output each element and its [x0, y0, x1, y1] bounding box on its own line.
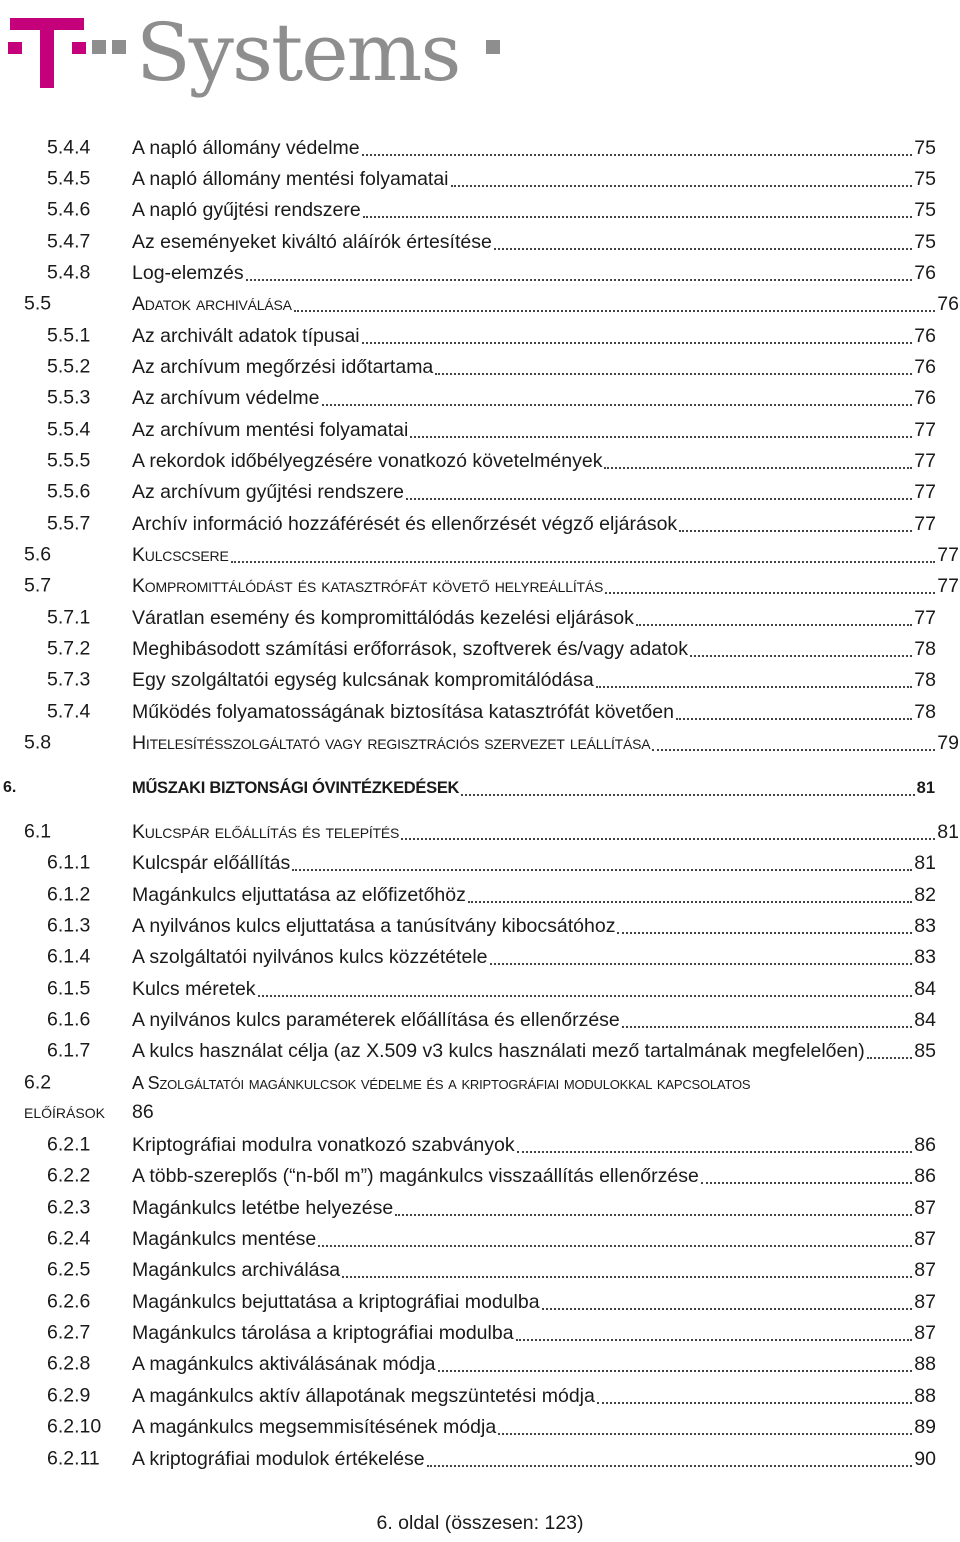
toc-entry[interactable]: [0, 540, 960, 570]
dot-leader: [679, 529, 912, 532]
toc-entry[interactable]: [0, 227, 960, 257]
toc-title: Kriptográfiai modulra vonatkozó szabványok: [132, 1133, 515, 1156]
toc-number: 6.2.6: [47, 1290, 91, 1313]
toc-number: 6.1.4: [47, 945, 91, 968]
toc-number: 6.2.1: [47, 1133, 91, 1156]
dot-leader: [427, 1464, 913, 1467]
toc-title-continuation: előírások: [24, 1101, 105, 1123]
dot-leader: [435, 372, 912, 375]
toc-page-number: 76: [914, 355, 936, 378]
dot-leader: [652, 748, 935, 751]
toc-entry[interactable]: [0, 1381, 960, 1411]
toc-page-number: 77: [914, 418, 936, 441]
dot-leader: [517, 1150, 913, 1153]
toc-number: 6.2.5: [47, 1258, 91, 1281]
toc-page-number: 78: [914, 700, 936, 723]
toc-number: 5.5.6: [47, 480, 91, 503]
toc-page-number: 87: [914, 1290, 936, 1313]
toc-number: 5.4.8: [47, 261, 91, 284]
toc-entry[interactable]: [0, 817, 960, 847]
toc-number: 6.1.3: [47, 914, 91, 937]
toc-page-number: 86: [914, 1164, 936, 1187]
toc-entry[interactable]: [0, 1130, 960, 1160]
toc-title: Adatok archiválása: [132, 292, 292, 315]
toc-title: Meghibásodott számítási erőforrások, szoftverek és/vagy adatok: [132, 637, 689, 660]
toc-title: A nyilvános kulcs eljuttatása a tanúsítvány kibocsátóhoz: [132, 914, 616, 937]
toc-number: 6.1.6: [47, 1008, 91, 1031]
toc-entry[interactable]: [0, 446, 960, 476]
toc-page-number: 78: [914, 637, 936, 660]
toc-title: Az archivált adatok típusai: [132, 324, 360, 347]
toc-page-number: 87: [914, 1258, 936, 1281]
toc-page-number: 75: [914, 136, 936, 159]
toc-entry[interactable]: [0, 773, 960, 803]
toc-entry[interactable]: [0, 133, 960, 163]
dot-leader: [231, 560, 936, 563]
dot-leader: [318, 1244, 912, 1247]
toc-entry[interactable]: [0, 1255, 960, 1285]
dot-leader: [468, 900, 912, 903]
toc-number: 5.4.5: [47, 167, 91, 190]
toc-entry[interactable]: [0, 571, 960, 601]
toc-title: Magánkulcs eljuttatása az előfizetőhöz: [132, 883, 466, 906]
toc-number: 5.4.7: [47, 230, 91, 253]
toc-title: A kulcs használat célja (az X.509 v3 kulcs használati mező tartalmának megfelelően): [132, 1039, 865, 1062]
toc-page-number: 89: [914, 1415, 936, 1438]
toc-entry[interactable]: [0, 1068, 960, 1098]
toc-number: 6.: [3, 779, 17, 796]
toc-page-number: 77: [914, 512, 936, 535]
toc-number: 5.7.2: [47, 637, 91, 660]
toc-page-number: 77: [937, 574, 959, 597]
dot-leader: [395, 1213, 912, 1216]
toc-entry[interactable]: [0, 1193, 960, 1223]
dot-leader: [362, 341, 913, 344]
dot-leader: [362, 153, 913, 156]
dot-leader: [401, 837, 935, 840]
toc-entry[interactable]: [0, 665, 960, 695]
toc-title: Kulcspár előállítás: [132, 851, 291, 874]
toc-entry[interactable]: [0, 289, 960, 319]
dot-leader: [494, 247, 912, 250]
toc-entry[interactable]: [0, 697, 960, 727]
toc-page-number: 77: [914, 480, 936, 503]
toc-number: 6.2.8: [47, 1352, 91, 1375]
toc-title: Működés folyamatosságának biztosítása katasztrófát követően: [132, 700, 674, 723]
toc-entry[interactable]: [0, 1161, 960, 1191]
dot-leader: [636, 623, 912, 626]
toc-number: 5.7: [24, 574, 52, 597]
dot-leader: [363, 215, 913, 218]
toc-entry[interactable]: [0, 634, 960, 664]
toc-page-number: 84: [914, 977, 936, 1000]
toc-title: Egy szolgáltatói egység kulcsának kompromitálódása: [132, 668, 594, 691]
dot-leader: [701, 1181, 912, 1184]
toc-title: A napló állomány mentési folyamatai: [132, 167, 449, 190]
toc-entry[interactable]: [0, 728, 960, 758]
toc-page-number: 76: [914, 386, 936, 409]
dot-leader: [596, 685, 913, 688]
toc-number: 6.1.1: [47, 851, 91, 874]
toc-number: 6.1: [24, 820, 52, 843]
toc-page-number: 76: [914, 261, 936, 284]
toc-number: 5.8: [24, 731, 52, 754]
toc-title: Magánkulcs bejuttatása a kriptográfiai modulba: [132, 1290, 540, 1313]
toc-entry[interactable]: [0, 1036, 960, 1066]
toc-title: A Szolgáltatói magánkulcsok védelme és a kriptográfiai modulokkal kapcsolatos: [132, 1073, 751, 1093]
toc-title: Magánkulcs archiválása: [132, 1258, 341, 1281]
toc-entry[interactable]: [0, 321, 960, 351]
toc-page-number: 76: [937, 292, 959, 315]
toc-title: Az archívum gyűjtési rendszere: [132, 480, 405, 503]
toc-page-number: 86: [132, 1101, 154, 1123]
toc-number: 5.6: [24, 543, 52, 566]
toc-page-number: 83: [914, 914, 936, 937]
toc-number: 6.2.10: [47, 1415, 102, 1438]
toc-title: Az archívum védelme: [132, 386, 320, 409]
toc-page-number: 88: [914, 1352, 936, 1375]
toc-page-number: 81: [937, 820, 959, 843]
toc-page-number: 79: [937, 731, 959, 754]
dot-leader: [597, 1401, 912, 1404]
dot-leader: [605, 591, 935, 594]
toc-page-number: 82: [914, 883, 936, 906]
toc-title: A napló állomány védelme: [132, 136, 360, 159]
dot-leader: [490, 962, 913, 965]
toc-title: A magánkulcs aktív állapotának megszüntetési módja: [132, 1384, 595, 1407]
dot-leader: [294, 309, 936, 312]
toc-number: 5.4.4: [47, 136, 91, 159]
toc-entry[interactable]: [0, 942, 960, 972]
toc-title: A több-szereplős (“n-ből m”) magánkulcs visszaállítás ellenőrzése: [132, 1164, 699, 1187]
toc-title: A rekordok időbélyegzésére vonatkozó követelmények: [132, 449, 603, 472]
toc-entry[interactable]: [0, 911, 960, 941]
dot-leader: [246, 278, 913, 281]
toc-entry[interactable]: [0, 477, 960, 507]
toc-number: 6.2.3: [47, 1196, 91, 1219]
toc-title: Váratlan esemény és kompromittálódás kezelési eljárások: [132, 606, 634, 629]
dot-leader: [451, 184, 913, 187]
toc-page-number: 81: [914, 851, 936, 874]
dot-leader: [292, 868, 912, 871]
toc-entry[interactable]: [0, 848, 960, 878]
toc-page-number: 76: [914, 324, 936, 347]
toc-page-number: 84: [914, 1008, 936, 1031]
toc-title: Magánkulcs tárolása a kriptográfiai modulba: [132, 1321, 514, 1344]
toc-number: 6.1.5: [47, 977, 91, 1000]
dot-leader: [542, 1307, 913, 1310]
toc-entry[interactable]: [0, 383, 960, 413]
dot-leader: [410, 435, 912, 438]
toc-number: 5.5.1: [47, 324, 91, 347]
toc-entry[interactable]: [0, 352, 960, 382]
toc-number: 6.2.11: [47, 1447, 100, 1470]
toc-number: 5.4.6: [47, 198, 91, 221]
toc-entry[interactable]: [0, 195, 960, 225]
toc-page-number: 78: [914, 668, 936, 691]
dot-leader: [690, 654, 912, 657]
toc-title: Hitelesítésszolgáltató vagy regisztrációs szervezet leállítása: [132, 731, 651, 754]
toc-number: 5.5.5: [47, 449, 91, 472]
toc-title: Archív információ hozzáférését és ellenőrzését végző eljárások: [132, 512, 678, 535]
dot-leader: [406, 497, 912, 500]
toc-title: Magánkulcs mentése: [132, 1227, 317, 1250]
toc-title: Kompromittálódást és katasztrófát követő helyreállítás: [132, 574, 604, 597]
toc-title: Kulcscsere: [132, 543, 229, 566]
toc-title: A magánkulcs megsemmisítésének módja: [132, 1415, 497, 1438]
toc-page-number: 87: [914, 1196, 936, 1219]
toc-entry[interactable]: [0, 1224, 960, 1254]
toc-entry[interactable]: [0, 603, 960, 633]
dot-leader: [676, 717, 912, 720]
toc-number: 6.2.7: [47, 1321, 91, 1344]
toc-title: A szolgáltatói nyilvános kulcs közzététele: [132, 945, 488, 968]
dot-leader: [617, 931, 912, 934]
toc-page-number: 86: [914, 1133, 936, 1156]
toc-page-number: 81: [916, 778, 935, 797]
toc-number: 6.2.4: [47, 1227, 91, 1250]
toc-title: Magánkulcs letétbe helyezése: [132, 1196, 394, 1219]
dot-leader: [342, 1275, 912, 1278]
toc-entry[interactable]: [0, 974, 960, 1004]
svg-text:Systems: Systems: [136, 6, 460, 99]
dot-leader: [498, 1432, 912, 1435]
toc-title: Kulcs méretek: [132, 977, 256, 1000]
dot-leader: [622, 1025, 913, 1028]
toc-page-number: 75: [914, 198, 936, 221]
toc-number: 5.5.7: [47, 512, 91, 535]
toc-page-number: 87: [914, 1321, 936, 1344]
toc-number: 6.1.2: [47, 883, 91, 906]
toc-entry[interactable]: [0, 1318, 960, 1348]
toc-title: Kulcspár előállítás és telepítés: [132, 820, 400, 843]
toc-number: 5.7.1: [47, 606, 91, 629]
toc-page-number: 77: [914, 606, 936, 629]
toc-number: 6.2.9: [47, 1384, 91, 1407]
toc-title: Log-elemzés: [132, 261, 244, 284]
page-footer: 6. oldal (összesen: 123): [376, 1512, 584, 1534]
dot-leader: [516, 1338, 913, 1341]
toc-number: 5.5.2: [47, 355, 91, 378]
toc-page-number: 90: [914, 1447, 936, 1470]
dot-leader: [867, 1056, 913, 1059]
t-systems-logo: [8, 6, 508, 102]
toc-title: A nyilvános kulcs paraméterek előállítása és ellenőrzése: [132, 1008, 620, 1031]
toc-title: Az archívum mentési folyamatai: [132, 418, 409, 441]
toc-page-number: 87: [914, 1227, 936, 1250]
toc-number: 6.2.2: [47, 1164, 91, 1187]
toc-number: 5.7.3: [47, 668, 91, 691]
toc-number: 5.5: [24, 292, 52, 315]
toc-number: 6.1.7: [47, 1039, 91, 1062]
toc-title: A magánkulcs aktiválásának módja: [132, 1352, 436, 1375]
toc-page-number: 83: [914, 945, 936, 968]
dot-leader: [604, 466, 912, 469]
toc-entry[interactable]: [0, 509, 960, 539]
toc-title: Az archívum megőrzési időtartama: [132, 355, 434, 378]
toc-number: 6.2: [24, 1071, 52, 1094]
dot-leader: [438, 1369, 913, 1372]
toc-number: 5.7.4: [47, 700, 91, 723]
toc-entry[interactable]: [0, 1349, 960, 1379]
dot-leader: [258, 994, 913, 997]
toc-entry[interactable]: [0, 258, 960, 288]
toc-title: MŰSZAKI BIZTONSÁGI ÓVINTÉZKEDÉSEK: [132, 778, 460, 797]
dot-leader: [322, 403, 913, 406]
dot-leader: [461, 793, 914, 796]
toc-title: Az eseményeket kiváltó aláírók értesítése: [132, 230, 492, 253]
toc-page-number: 88: [914, 1384, 936, 1407]
toc-entry[interactable]: [0, 880, 960, 910]
toc-page-number: 85: [914, 1039, 936, 1062]
toc-page-number: 75: [914, 230, 936, 253]
toc-entry[interactable]: [0, 1287, 960, 1317]
toc-title: A kriptográfiai modulok értékelése: [132, 1447, 425, 1470]
toc-page-number: 75: [914, 167, 936, 190]
toc-entry[interactable]: [0, 1412, 960, 1442]
toc-entry[interactable]: [0, 415, 960, 445]
toc-page-number: 77: [914, 449, 936, 472]
toc-title: A napló gyűjtési rendszere: [132, 198, 361, 221]
toc-entry[interactable]: [0, 1005, 960, 1035]
toc-number: 5.5.4: [47, 418, 91, 441]
toc-entry[interactable]: [0, 164, 960, 194]
toc-page-number: 77: [937, 543, 959, 566]
toc-number: 5.5.3: [47, 386, 91, 409]
toc-entry[interactable]: [0, 1444, 960, 1474]
